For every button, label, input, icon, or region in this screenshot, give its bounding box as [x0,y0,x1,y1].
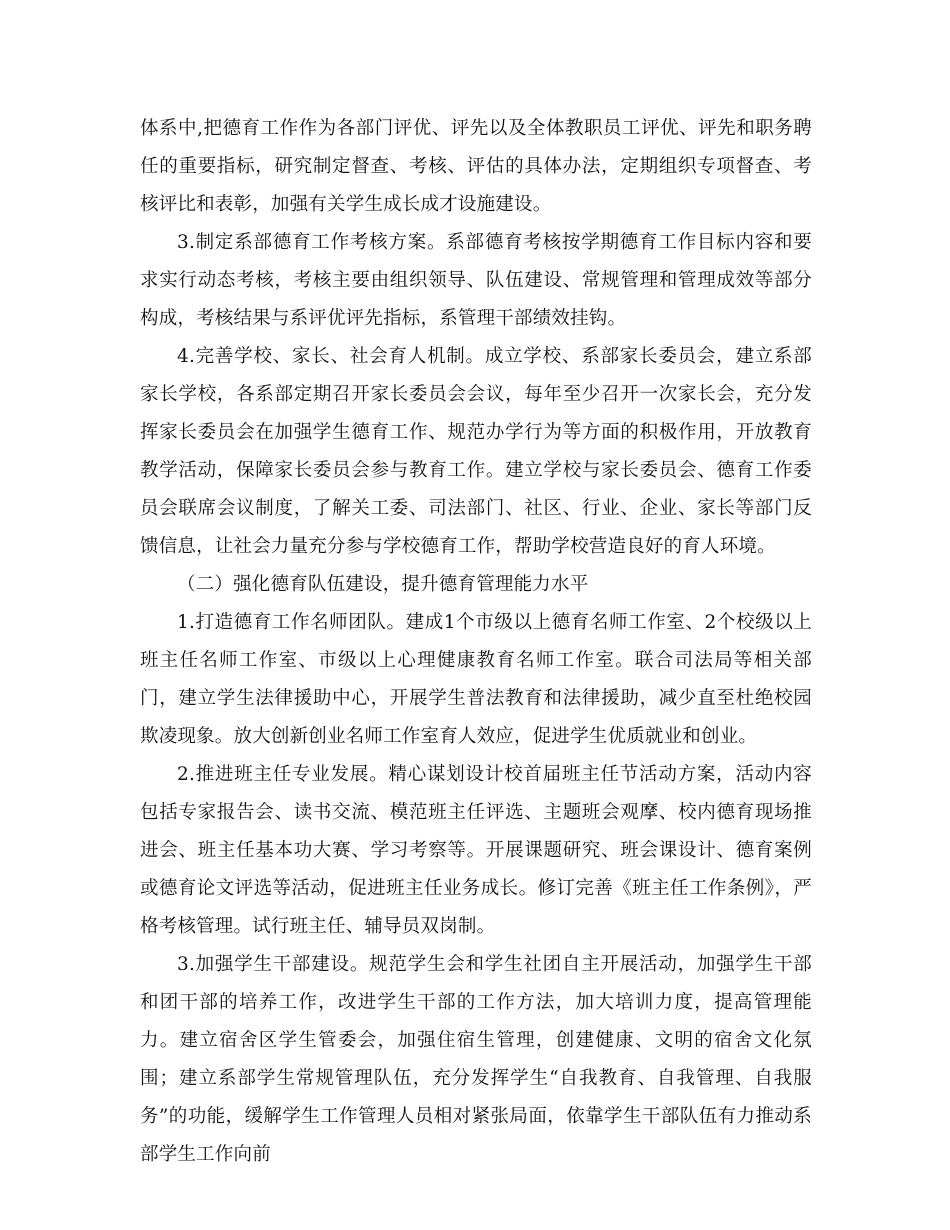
document-body [140,110,812,1174]
section-heading-2: （二）强化德育队伍建设，提升德育管理能力水平 [177,574,589,595]
paragraph-item-2-headteacher: 2.推进班主任专业发展。精心谋划设计校首届班主任节活动方案，活动内容包括专家报告会、读书交流、模范班主任评选、主题班会观摩、校内德育现场推进会、班主任基本功大赛、学习考察等。开展课题研究、班会课设计、德育案例或德育论文评选等活动，促进班主任业务成长。修订完善《班主任工作条例》，严格考核管理。试行班主任、辅导员双岗制。 [140,764,812,937]
paragraph-item-3-student-cadre: 3.加强学生干部建设。规范学生会和学生社团自主开展活动，加强学生干部和团干部的培养工作，改进学生干部的工作方法，加大培训力度，提高管理能力。建立宿舍区学生管委会，加强住宿生管理，创建健康、文明的宿舍文化氛围；建立系部学生常规管理队伍，充分发挥学生“自我教育、自我管理、自我服务”的功能，缓解学生工作管理人员相对紧张局面，依靠学生干部队伍有力推动系部学生工作向前 [140,954,812,1165]
paragraph-item-3-assessment: 3.制定系部德育工作考核方案。系部德育考核按学期德育工作目标内容和要求实行动态考核，考核主要由组织领导、队伍建设、常规管理和管理成效等部分构成，考核结果与系评优评先指标，系管理干部绩效挂钩。 [140,232,812,329]
paragraph-item-4-mechanism: 4.完善学校、家长、社会育人机制。成立学校、系部家长委员会，建立系部家长学校，各系部定期召开家长委员会会议，每年至少召开一次家长会，充分发挥家长委员会在加强学生德育工作、规范办学行为等方面的积极作用，开放教育教学活动，保障家长委员会参与教育工作。建立学校与家长委员会、德育工作委员会联席会议制度，了解关工委、司法部门、社区、行业、企业、家长等部门反馈信息，让社会力量充分参与学校德育工作，帮助学校营造良好的育人环境。 [140,346,812,557]
paragraph-continuation: 体系中,把德育工作作为各部门评优、评先以及全体教职员工评优、评先和职务聘任的重要指标，研究制定督查、考核、评估的具体办法，定期组织专项督查、考核评比和表彰，加强有关学生成长成才设施建设。 [140,118,812,215]
paragraph-item-1-team: 1.打造德育工作名师团队。建成1个市级以上德育名师工作室、2个校级以上班主任名师工作室、市级以上心理健康教育名师工作室。联合司法局等相关部门，建立学生法律援助中心，开展学生普法教育和法律援助，减少直至杜绝校园欺凌现象。放大创新创业名师工作室育人效应，促进学生优质就业和创业。 [140,612,812,747]
